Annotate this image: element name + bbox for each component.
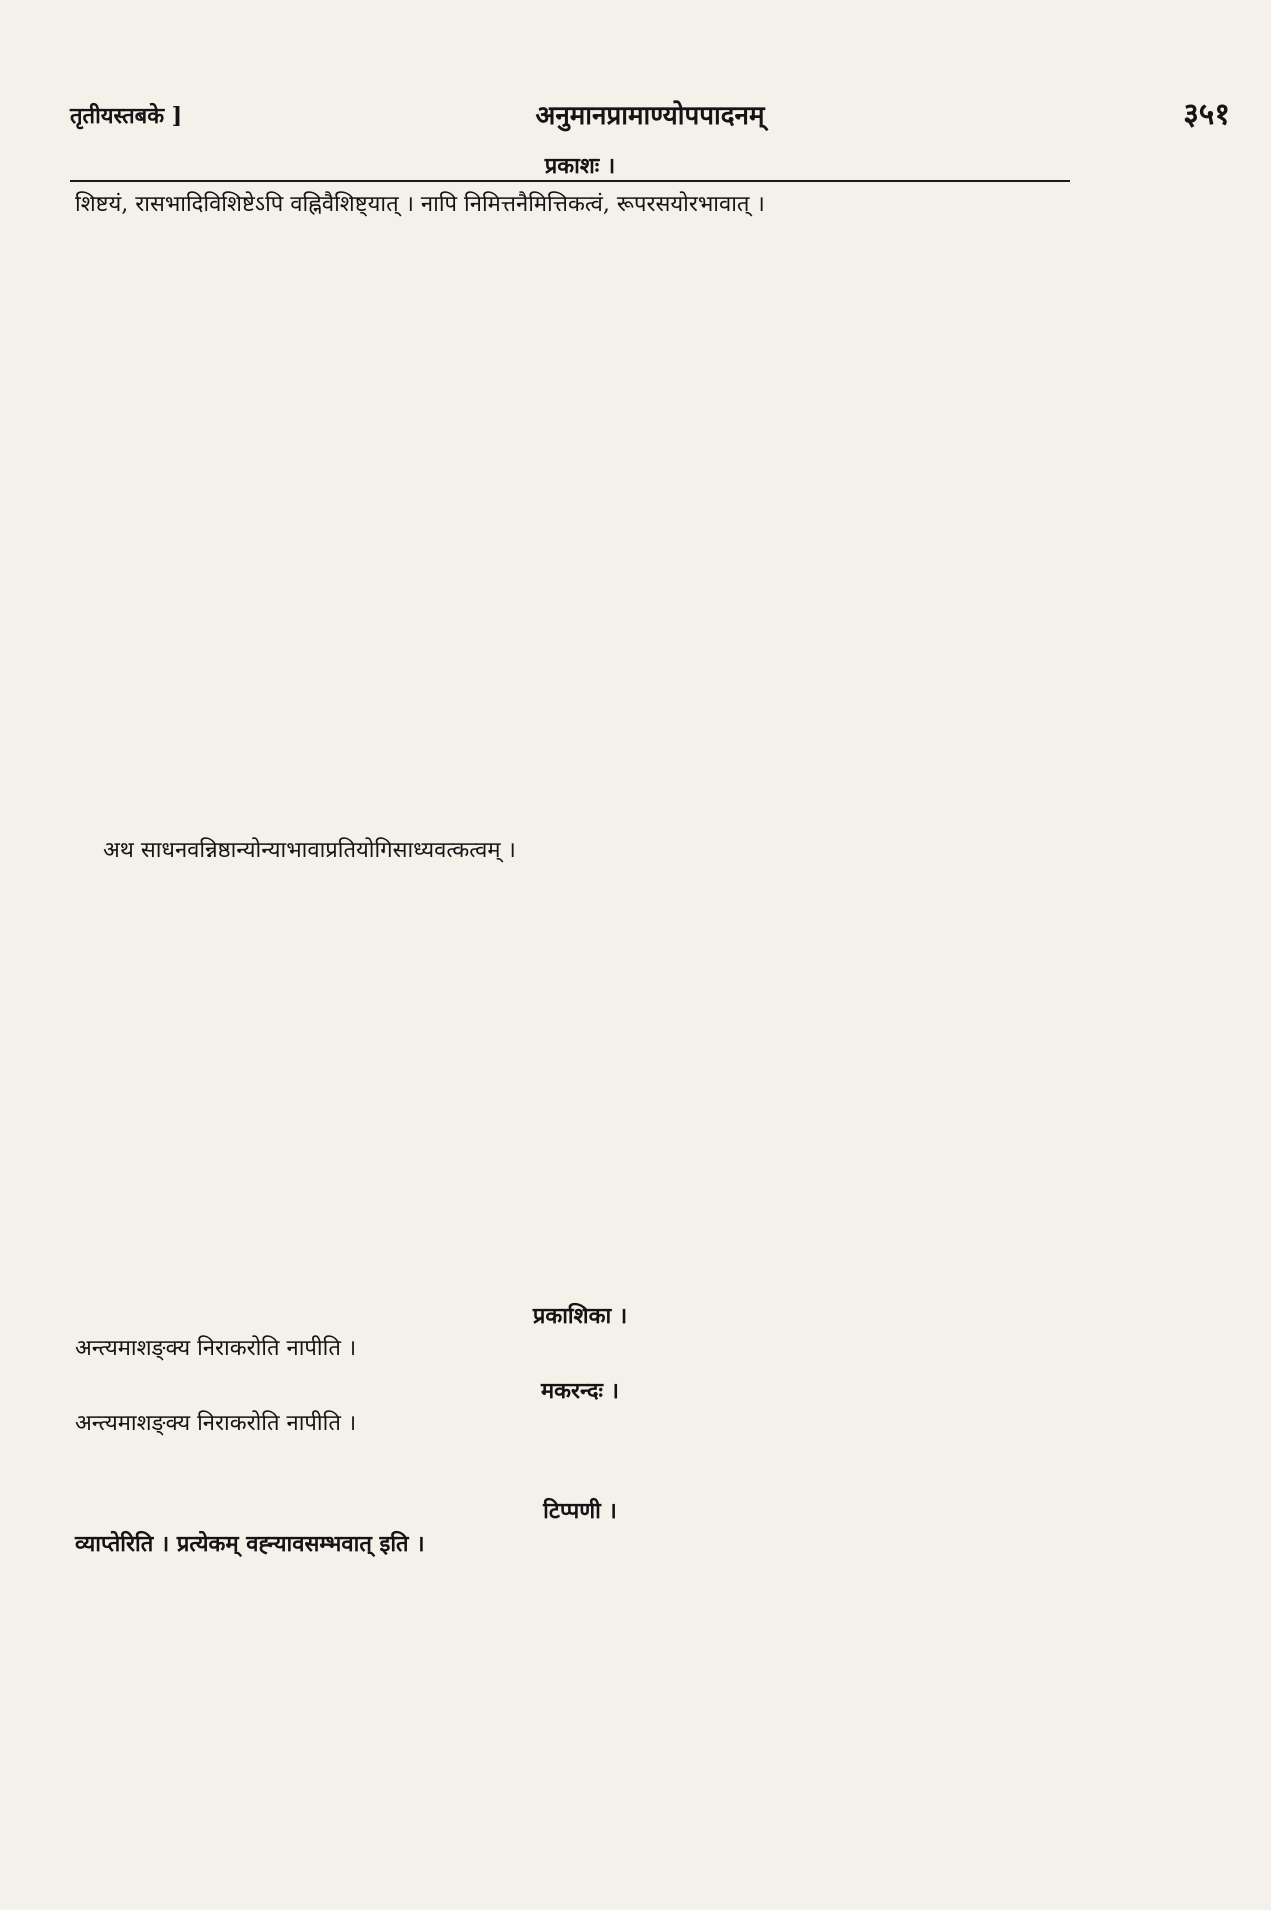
tippani-paragraph: व्याप्तेरिति । प्रत्येकम् वह्न्यावसम्भवात् इति । xyxy=(75,1531,425,1557)
page-number: ३५१ xyxy=(1183,97,1230,132)
section-label-tippani: टिप्पणी । xyxy=(543,1498,617,1524)
section-label-prakasha: प्रकाशः । xyxy=(544,153,616,179)
section-label-makaranda: मकरन्दः । xyxy=(541,1378,619,1404)
page-title: अनुमानप्रामाण्योपपादनम् xyxy=(535,101,765,131)
header-rule xyxy=(70,180,1070,182)
prakasha-paragraph-2: अथ साधनवन्निष्ठान्योन्याभावाप्रतियोगिसाध्यवत्कत्वम् । xyxy=(103,838,516,863)
section-label-prakashika: प्रकाशिका । xyxy=(532,1303,628,1329)
running-head xyxy=(70,92,1230,132)
prakashika-paragraph: अन्त्यमाशङ्क्य निराकरोति नापीति । xyxy=(75,1336,357,1361)
chapter-marker: तृतीयस्तबके ] xyxy=(70,103,183,129)
prakasha-paragraph-1: शिष्टयं, रासभादिविशिष्टेऽपि वह्निवैशिष्ट्यात् । नापि निमित्तनैमित्तिकत्वं, रूपरसयोरभावात् । xyxy=(75,192,765,217)
makaranda-paragraph: अन्त्यमाशङ्क्य निराकरोति नापीति । xyxy=(75,1411,357,1436)
